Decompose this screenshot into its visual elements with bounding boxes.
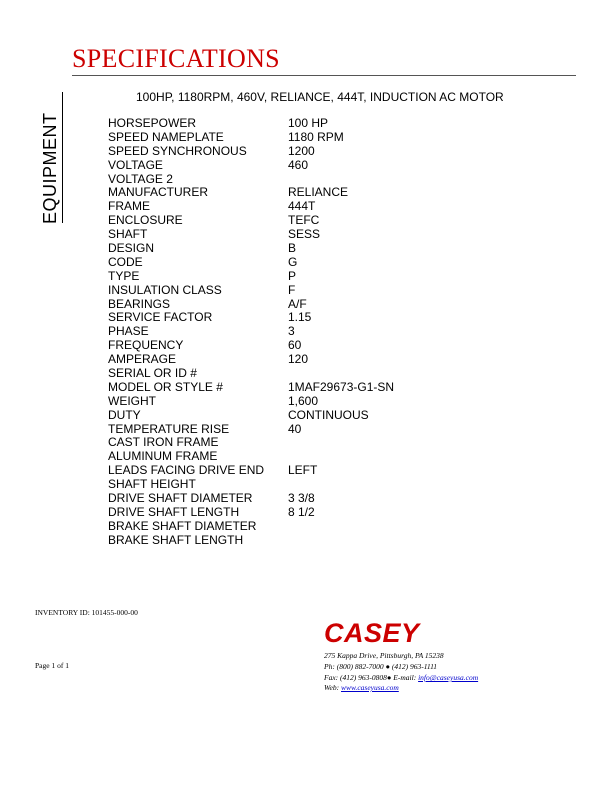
page-number: Page 1 of 1: [35, 661, 69, 670]
spec-label: WEIGHT: [108, 393, 156, 408]
email-link[interactable]: info@caseyusa.com: [418, 673, 479, 682]
spec-row: [108, 339, 428, 353]
spec-value: 1180 RPM: [288, 129, 344, 144]
spec-label: ALUMINUM FRAME: [108, 449, 218, 464]
spec-row: [108, 311, 428, 325]
spec-label: AMPERAGE: [108, 352, 177, 367]
spec-row: [108, 395, 428, 409]
spec-value: SESS: [288, 227, 321, 242]
spec-value: 120: [288, 352, 309, 367]
spec-label: PHASE: [108, 324, 149, 339]
spec-value: P: [288, 268, 297, 283]
web-link[interactable]: www.caseyusa.com: [341, 683, 399, 692]
spec-row: [108, 159, 428, 173]
spec-row: [108, 478, 428, 492]
spec-label: VOLTAGE: [108, 157, 163, 172]
spec-value: 444T: [288, 199, 316, 214]
spec-label: TEMPERATURE RISE: [108, 421, 230, 436]
spec-label: SHAFT HEIGHT: [108, 477, 196, 492]
spec-label: BRAKE SHAFT DIAMETER: [108, 518, 257, 533]
spec-value: F: [288, 282, 296, 297]
web-label: Web:: [324, 683, 342, 692]
spec-row: [108, 381, 428, 395]
spec-value: 60: [288, 338, 302, 353]
spec-label: BEARINGS: [108, 296, 171, 311]
spec-value: B: [288, 241, 297, 256]
spec-label: CAST IRON FRAME: [108, 435, 219, 450]
spec-label: LEADS FACING DRIVE END: [108, 463, 265, 478]
spec-row: [108, 214, 428, 228]
casey-logo: CASEY: [324, 618, 420, 648]
spec-row: [108, 450, 428, 464]
spec-label: VOLTAGE 2: [108, 171, 173, 186]
spec-row: [108, 145, 428, 159]
inventory-id: INVENTORY ID: 101455-000-00: [35, 608, 138, 617]
spec-value: 8 1/2: [288, 504, 315, 519]
company-fax-email: [324, 673, 478, 682]
spec-label: DESIGN: [108, 241, 155, 256]
equipment-description: 100HP, 1180RPM, 460V, RELIANCE, 444T, INDUCTION AC MOTOR: [136, 90, 504, 104]
spec-row: [108, 200, 428, 214]
spec-row: [108, 325, 428, 339]
spec-row: [108, 270, 428, 284]
title-divider: [72, 75, 576, 76]
spec-label: SPEED SYNCHRONOUS: [108, 143, 247, 158]
spec-value: A/F: [288, 296, 307, 311]
spec-row: [108, 298, 428, 312]
spec-value: LEFT: [288, 463, 318, 478]
spec-row: [108, 353, 428, 367]
spec-value: 1MAF29673-G1-SN: [288, 379, 395, 394]
spec-value: TEFC: [288, 213, 320, 228]
spec-value: 100 HP: [288, 116, 329, 130]
spec-value: 460: [288, 157, 309, 172]
page-title: SPECIFICATIONS: [72, 44, 280, 73]
spec-row: [108, 256, 428, 270]
fax-text: Fax: (412) 963-0808● E-mail:: [324, 673, 419, 682]
spec-value: 1200: [288, 143, 315, 158]
side-divider: [62, 92, 63, 223]
spec-label: SERVICE FACTOR: [108, 310, 213, 325]
spec-label: BRAKE SHAFT LENGTH: [108, 532, 244, 547]
spec-label: TYPE: [108, 268, 140, 283]
spec-row: [108, 534, 428, 548]
spec-row: [108, 520, 428, 534]
spec-label: MANUFACTURER: [108, 185, 209, 200]
spec-label: ENCLOSURE: [108, 213, 183, 228]
spec-row: [108, 186, 428, 200]
spec-label: DRIVE SHAFT DIAMETER: [108, 491, 253, 506]
spec-label: SPEED NAMEPLATE: [108, 129, 224, 144]
spec-label: INSULATION CLASS: [108, 282, 222, 297]
spec-row: [108, 423, 428, 437]
spec-row: [108, 242, 428, 256]
spec-label: FREQUENCY: [108, 338, 184, 353]
spec-row: [108, 409, 428, 423]
spec-label: FRAME: [108, 199, 150, 214]
spec-label: DUTY: [108, 407, 141, 422]
spec-row: [108, 464, 428, 478]
company-web: [324, 683, 399, 692]
spec-label: DRIVE SHAFT LENGTH: [108, 504, 240, 519]
spec-row: [108, 506, 428, 520]
spec-list: [108, 117, 428, 548]
spec-value: G: [288, 254, 298, 269]
spec-row: [108, 131, 428, 145]
spec-value: CONTINUOUS: [288, 407, 369, 422]
spec-row: [108, 228, 428, 242]
spec-value: 1,600: [288, 393, 319, 408]
spec-value: RELIANCE: [288, 185, 349, 200]
spec-row: [108, 367, 428, 381]
spec-row: [108, 173, 428, 187]
spec-row: [108, 284, 428, 298]
spec-label: CODE: [108, 254, 143, 269]
spec-row: [108, 492, 428, 506]
spec-value: 3 3/8: [288, 491, 315, 506]
spec-label: HORSEPOWER: [108, 116, 197, 130]
spec-label: SERIAL OR ID #: [108, 366, 197, 381]
company-phone: Ph: (800) 882-7000 ● (412) 963-1111: [324, 662, 438, 671]
spec-row: [108, 117, 428, 131]
spec-value: 40: [288, 421, 302, 436]
company-address: 275 Kappa Drive, Pittsburgh, PA 15238: [324, 651, 444, 660]
spec-value: 3: [288, 324, 295, 339]
spec-value: 1.15: [288, 310, 312, 325]
side-label-equipment: EQUIPMENT: [40, 112, 60, 224]
spec-label: MODEL OR STYLE #: [108, 379, 223, 394]
spec-label: SHAFT: [108, 227, 148, 242]
spec-row: [108, 436, 428, 450]
